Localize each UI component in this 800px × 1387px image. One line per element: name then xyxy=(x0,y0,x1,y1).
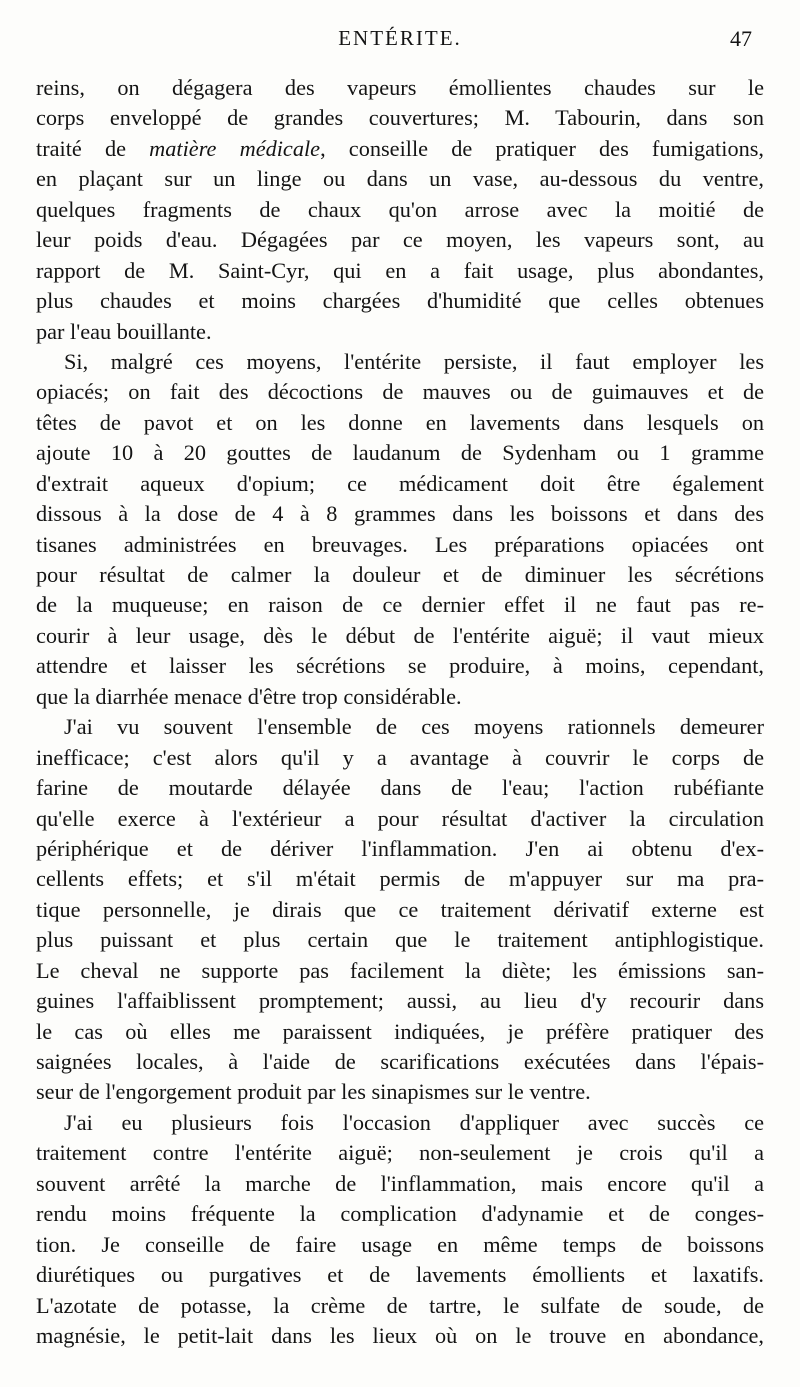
text-line: rendu moins fréquente la complication d'adynamie et de conges- xyxy=(36,1201,764,1227)
text-line: souvent arrêté la marche de l'inflammation, mais encore qu'il a xyxy=(36,1170,764,1196)
text-line: traitement contre l'entérite aiguë; non-seulement je crois qu'il a xyxy=(36,1140,764,1166)
text-line: le cas où elles me paraissent indiquées, je préfère pratiquer des xyxy=(36,1018,764,1044)
running-head xyxy=(36,26,764,62)
text-line: Le cheval ne supporte pas facilement la diète; les émissions san- xyxy=(36,957,764,983)
text-line: tique personnelle, je dirais que ce traitement dérivatif externe est xyxy=(36,896,764,922)
text-line: par l'eau bouillante. xyxy=(36,318,212,344)
text-line: plus chaudes et moins chargées d'humidité que celles obtenues xyxy=(36,288,764,314)
text-line: inefficace; c'est alors qu'il y a avantage à couvrir le corps de xyxy=(36,744,764,770)
text-line: dissous à la dose de 4 à 8 grammes dans les boissons et dans des xyxy=(36,501,764,527)
text-line: de la muqueuse; en raison de ce dernier effet il ne faut pas re- xyxy=(36,592,764,618)
text-line: périphérique et de dériver l'inflammation. J'en ai obtenu d'ex- xyxy=(36,835,764,861)
text-line: quelques fragments de chaux qu'on arrose avec la moitié de xyxy=(36,196,764,222)
text-line: courir à leur usage, dès le début de l'entérite aiguë; il vaut mieux xyxy=(36,622,764,648)
text-line: seur de l'engorgement produit par les sinapismes sur le ventre. xyxy=(36,1079,591,1105)
text-line: en plaçant sur un linge ou dans un vase, au-dessous du ventre, xyxy=(36,166,764,192)
text-line: d'extrait aqueux d'opium; ce médicament doit être également xyxy=(36,470,764,496)
italic-phrase: matière médicale xyxy=(149,135,321,161)
text-line: tisanes administrées en breuvages. Les préparations opiacées ont xyxy=(36,531,764,557)
text-line: ajoute 10 à 20 gouttes de laudanum de Sydenham ou 1 gramme xyxy=(36,440,764,466)
text-line: tion. Je conseille de faire usage en même temps de boissons xyxy=(36,1231,764,1257)
text-line: plus puissant et plus certain que le traitement antiphlogistique. xyxy=(36,927,764,953)
text-line: farine de moutarde délayée dans de l'eau; l'action rubéfiante xyxy=(36,775,764,801)
text-line: diurétiques ou purgatives et de lavements émollients et laxatifs. xyxy=(36,1262,764,1288)
running-title: ENTÉRITE. xyxy=(338,26,462,50)
text-line: corps enveloppé de grandes couvertures; M. Tabourin, dans son xyxy=(36,105,764,131)
text-line: attendre et laisser les sécrétions se produire, à moins, cependant, xyxy=(36,653,764,679)
text-line: que la diarrhée menace d'être trop considérable. xyxy=(36,683,462,709)
paragraph-start-line: J'ai eu plusieurs fois l'occasion d'appliquer avec succès ce xyxy=(64,1109,764,1135)
text-line: L'azotate de potasse, la crème de tartre, le sulfate de soude, de xyxy=(36,1292,764,1318)
text-line: traité de matière médicale, conseille de pratiquer des fumigations, xyxy=(36,135,764,161)
page-number: 47 xyxy=(730,26,752,51)
text-line: opiacés; on fait des décoctions de mauves ou de guimauves et de xyxy=(36,379,764,405)
paragraph-start-line: J'ai vu souvent l'ensemble de ces moyens rationnels demeurer xyxy=(64,714,764,740)
text-line: saignées locales, à l'aide de scarifications exécutées dans l'épais- xyxy=(36,1049,764,1074)
text-line: rapport de M. Saint-Cyr, qui en a fait usage, plus abondantes, xyxy=(36,257,764,283)
text-line: cellents effets; et s'il m'était permis de m'appuyer sur ma pra- xyxy=(36,866,764,892)
body-text xyxy=(36,73,764,1351)
paragraph-start-line: Si, malgré ces moyens, l'entérite persiste, il faut employer les xyxy=(64,348,764,374)
text-line: pour résultat de calmer la douleur et de diminuer les sécrétions xyxy=(36,562,764,587)
text-line: magnésie, le petit-lait dans les lieux où on le trouve en abondance, xyxy=(36,1322,764,1348)
text-line: têtes de pavot et on les donne en lavements dans lesquels on xyxy=(36,409,764,435)
text-line: leur poids d'eau. Dégagées par ce moyen, les vapeurs sont, au xyxy=(36,227,764,253)
text-line: qu'elle exerce à l'extérieur a pour résultat d'activer la circulation xyxy=(36,805,764,831)
text-line: guines l'affaiblissent promptement; aussi, au lieu d'y recourir dans xyxy=(36,988,764,1014)
text-line: reins, on dégagera des vapeurs émollientes chaudes sur le xyxy=(36,75,764,100)
